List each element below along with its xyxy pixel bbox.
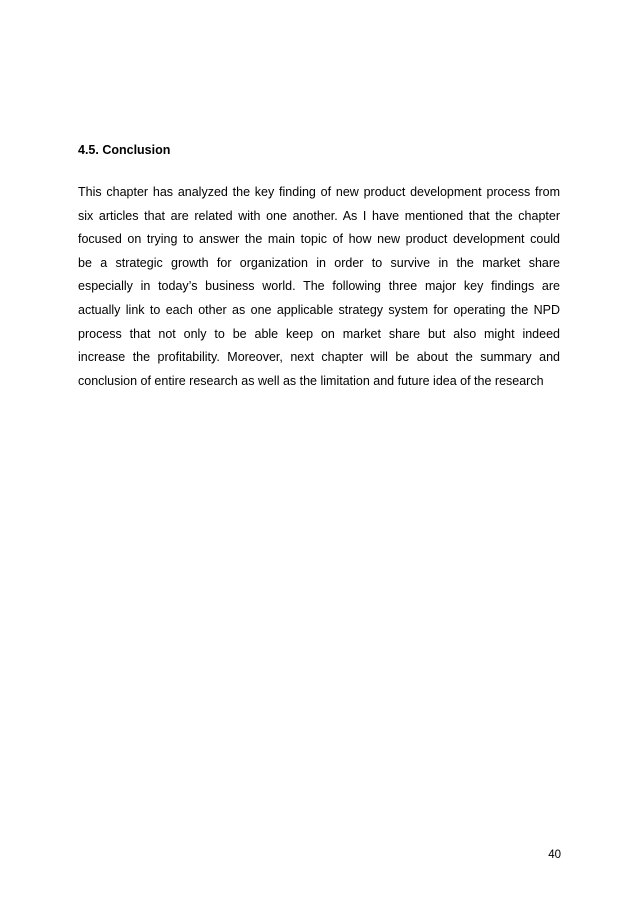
- paragraph-line: process that not only to be able keep on market share but also might indeed: [78, 326, 560, 341]
- paragraph-line: conclusion of entire research as well as the limitation and future idea of the research: [78, 373, 544, 388]
- page-number: 40: [548, 849, 561, 861]
- paragraph-line: especially in today’s business world. The following three major key findings are: [78, 279, 560, 294]
- paragraph-line: increase the profitability. Moreover, next chapter will be about the summary and: [78, 350, 560, 365]
- paragraph-line: be a strategic growth for organization in order to survive in the market share: [78, 255, 560, 270]
- paragraph-line: This chapter has analyzed the key finding of new product development process from: [78, 185, 560, 199]
- paragraph-line: actually link to each other as one applicable strategy system for operating the NPD: [78, 302, 560, 317]
- conclusion-paragraph: [78, 181, 560, 393]
- paragraph-line: six articles that are related with one another. As I have mentioned that the chapter: [78, 208, 560, 223]
- paragraph-line: focused on trying to answer the main topic of how new product development could: [78, 232, 560, 247]
- section-heading: 4.5. Conclusion: [78, 143, 171, 157]
